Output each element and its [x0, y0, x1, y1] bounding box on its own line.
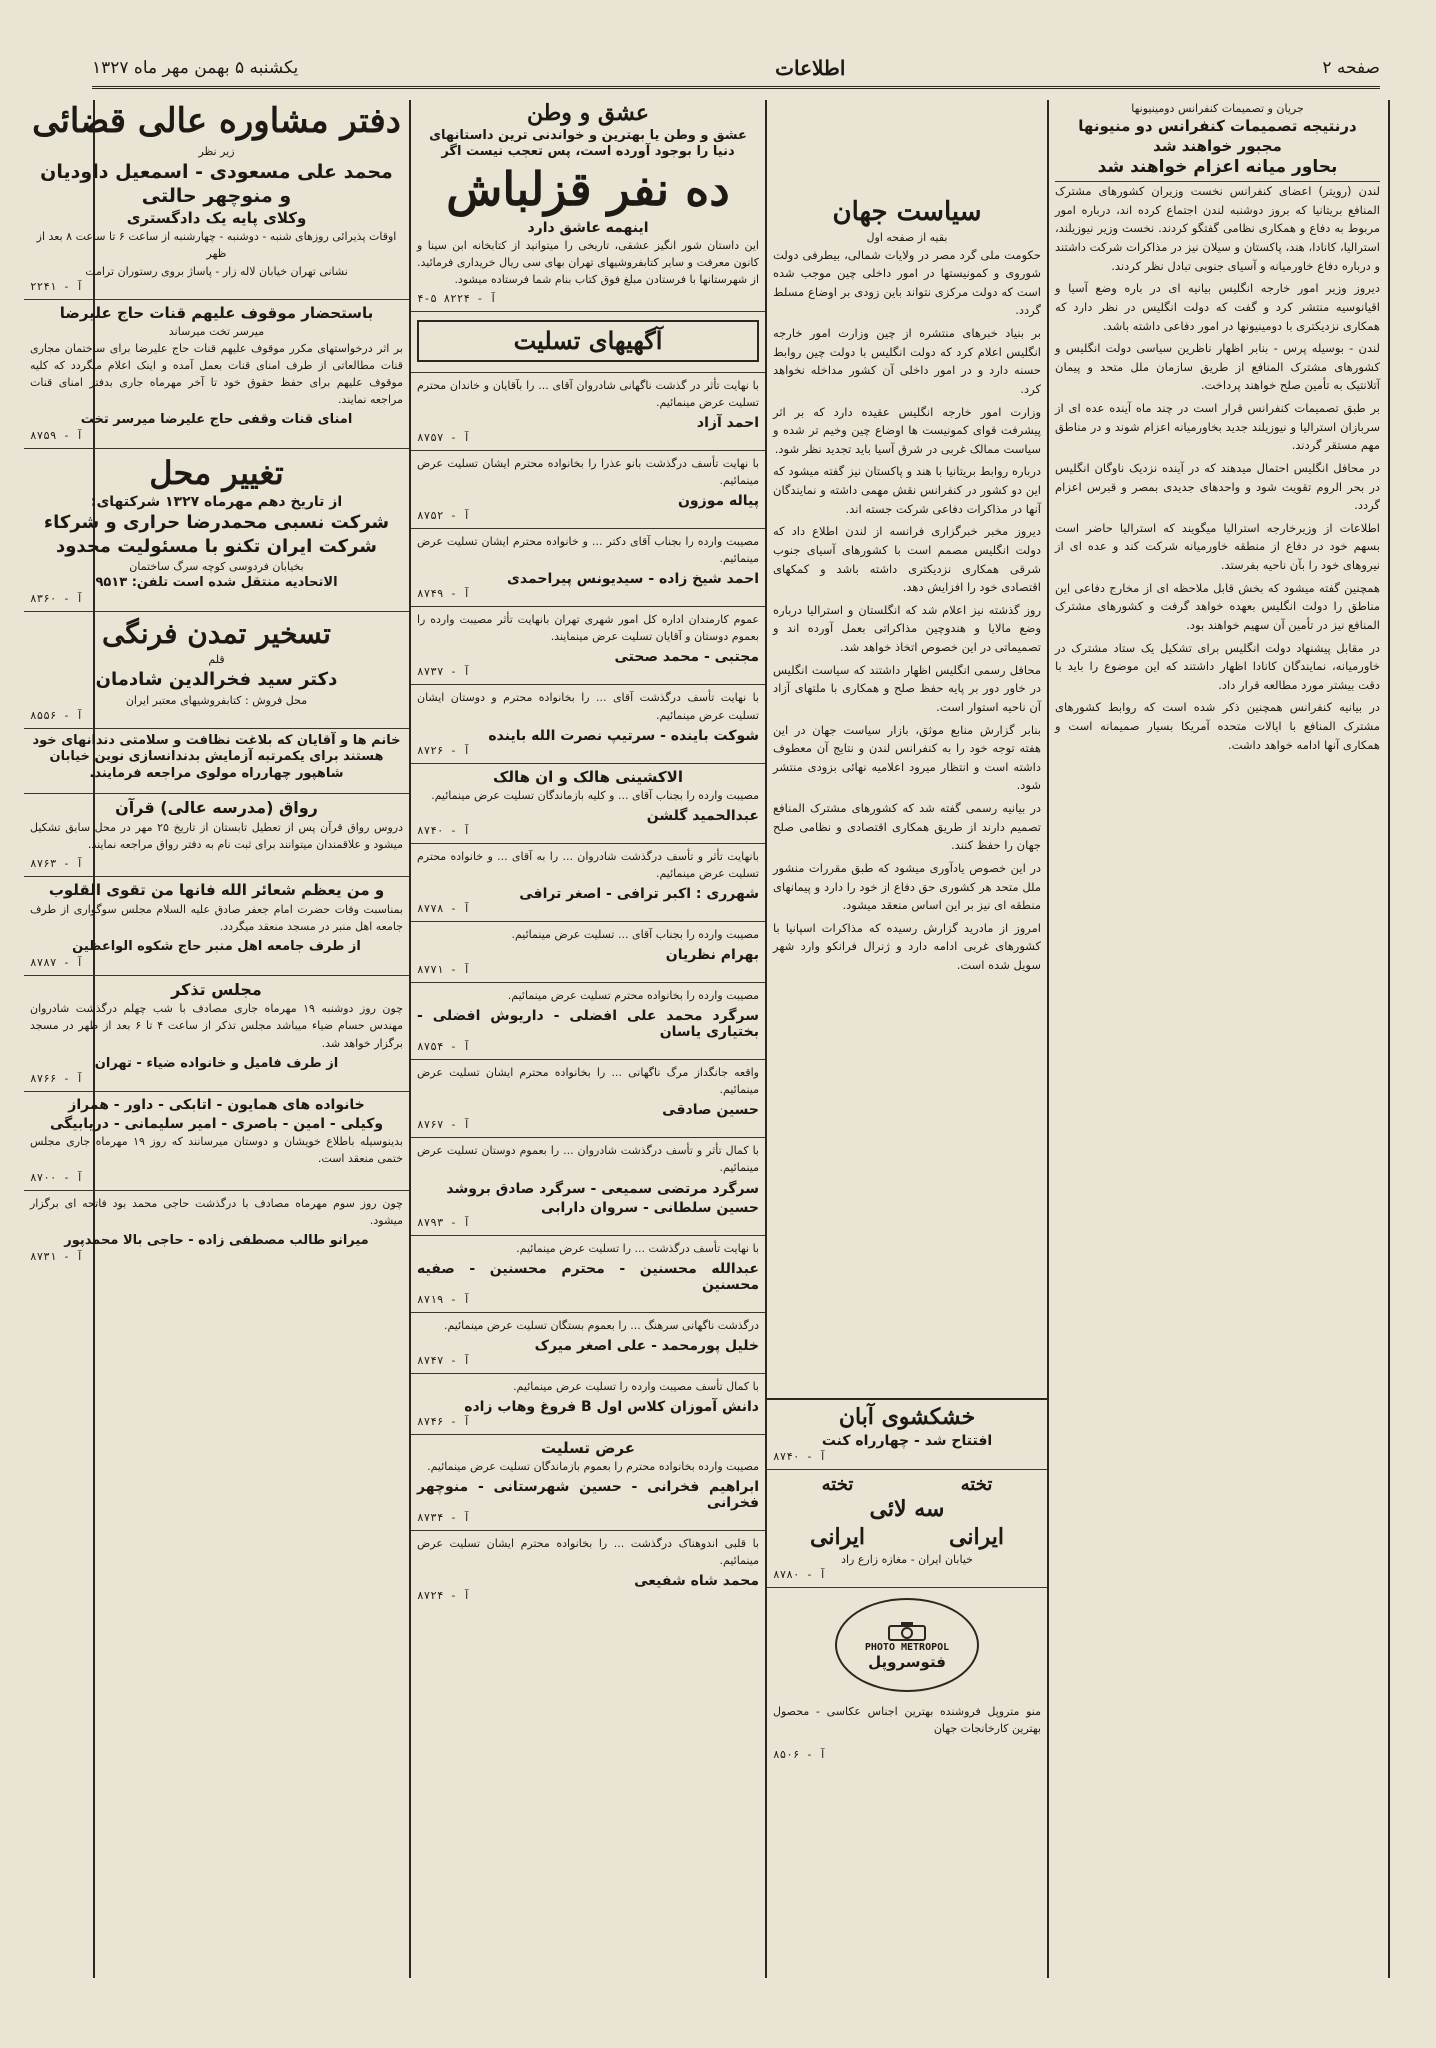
book-author: دکتر سید فخرالدین شادمان — [95, 669, 338, 691]
notice-title: و من یعظم شعائر الله فانها من تقوی القلوب — [48, 881, 385, 900]
article-paragraph: لندن - بوسیله پرس - بنابر اظهار ناظرین سیاسی دولت انگلیس و کشورهای مشترک المنافع از طریق سازمان ملل متحد و پیمان آتلانتیک به تأمین صلح خواهند پرداخت. — [1055, 341, 1380, 393]
notice-title: خانواده های همایون - اتابکی - داور - همراز — [68, 1097, 365, 1114]
memorial-notice — [24, 976, 409, 1093]
legal-office-ad — [24, 96, 409, 300]
mourning-notice — [24, 877, 409, 975]
book-by: قلم — [208, 653, 225, 667]
condolence-notice — [411, 764, 765, 845]
paper-name: اطلاعات — [775, 56, 846, 80]
condolence-notice — [411, 373, 765, 451]
notice-body: واقعه جانگداز مرگ ناگهانی ... را بخانواده محترم ایشان تسلیت عرض مینمائیم. — [417, 1066, 759, 1097]
notice-signature: حسین سلطانی - سروان دارابی — [541, 1199, 759, 1216]
ad-title: خشکشوی آبان — [838, 1404, 976, 1430]
condolence-notice — [411, 1060, 765, 1138]
condolence-notice — [411, 685, 765, 763]
condolence-notice — [411, 983, 765, 1060]
book-ad-western-civ — [24, 612, 409, 728]
notice-signature: ابراهیم فخرانی - حسین شهرستانی - منوچهر فخرانی — [417, 1479, 759, 1512]
notice-body: با کمال تأسف مصیبت وارده را تسلیت عرض مینمائیم. — [513, 1379, 759, 1393]
article-paragraph: روز گذشته نیز اعلام شد که انگلستان و استرالیا درباره وضع مالایا و هندوچین مذاکراتی بعمل آورده اند و تصمیماتی در این خصوص اتخاذ خواهد شد. — [773, 602, 1041, 655]
ad-code: آ - ۸۷۶۳ — [30, 857, 83, 871]
article-paragraph: دیروز مخبر خبرگزاری فرانسه از لندن اطلاع داد که دولت انگلیس مصمم است با کشورهای آسیای جنوب شرقی همکاری نزدیکتری داشته باشد و کمکهای اقتصادی خود را افزایش دهد. — [773, 524, 1041, 595]
ad-subtitle: زیر نظر — [198, 144, 235, 158]
notice-signature: امنای قنات وقفی حاج علیرضا میرسر تخت — [80, 412, 353, 428]
notice-signature: از طرف جامعه اهل منبر حاج شکوه الواعظین — [72, 938, 361, 954]
ad-code: آ - ۸۷۰۰ — [30, 1170, 83, 1184]
ad-code: آ - ۸۷۲۴ — [417, 1589, 470, 1603]
ad-title: سه لائی — [869, 1496, 945, 1523]
column-4 — [24, 96, 409, 1988]
ad-body: منو متروپل فروشنده بهترین اجناس عکاسی - محصول بهترین کارخانجات جهان — [773, 1705, 1041, 1736]
condolence-notice — [411, 1236, 765, 1313]
article-paragraph: در این خصوص یادآوری میشود که طبق مقررات منشور ملل متحد هر کشوری حق دفاع از خود را دارد و پیمانهای منطقه ای نیز بر این اساس منعقد میشود. — [773, 860, 1041, 913]
dry-cleaning-ad — [767, 1398, 1047, 1470]
plywood-ad — [767, 1470, 1047, 1589]
article-paragraph: در محافل انگلیس احتمال میدهند که در آینده نزدیک ناوگان انگلیس در بحر الروم تقویت شود و واحدهای جدیدی بمصر و قبرس اعزام گردد. — [1055, 460, 1380, 513]
ads-block — [767, 1398, 1047, 1978]
article-paragraph: اطلاعات از وزیرخارجه استرالیا میگویند که استرالیا حاضر است بسهم خود در دفاع از منطقه خاورمیانه شرکت کند و عده ای از نیروهای خود را بآن ناحیه بفرستد. — [1055, 520, 1380, 573]
section-title: آگهیهای تسلیت — [417, 320, 759, 362]
ad-address: نشانی تهران خیابان لاله زار - پاساژ بروی رستوران ترامت — [85, 264, 348, 278]
notice-body: با قلبی اندوهناک درگذشت ... را بخانواده محترم ایشان تسلیت عرض مینمائیم. — [417, 1537, 759, 1568]
notice-body: بانهایت تأثر و تأسف درگذشت شادروان ... را به آقای ... و خانواده محترم تسلیت عرض مینمائیم. — [417, 850, 759, 881]
ad-code: آ - ۸۷۱۹ — [417, 1292, 470, 1306]
article-paragraph: لندن (رویتر) اعضای کنفرانس نخست وزیران کشورهای مشترک المنافع بریتانیا که بروز دوشنبه لندن اجتماع کرده اند، درباره امور مربوط به دفاع و همکاری نظامی گفتگو کردند. نخست وزیر نیوزیلند، استرالیا، کانادا، هند، پاکستان و سیلان نیز در مذاکرات شرکت داشتند و درباره دفاع خاورمیانه و آسیای جنوبی تبادل نظر کردند. — [1055, 184, 1380, 273]
ad-address: خیابان ایران - مغازه زارع راد — [841, 1553, 973, 1567]
ad-code: آ - ۸۷۵۹ — [30, 429, 83, 443]
condolence-notice — [411, 1435, 765, 1532]
column-1 — [1049, 96, 1386, 1988]
ad-code: آ - ۸۷۴۹ — [417, 587, 470, 601]
ad-title: دفتر مشاوره عالی قضائی — [32, 101, 401, 141]
ad-code: آ - ۸۷۸۷ — [30, 955, 83, 969]
relocation-notice — [24, 449, 409, 612]
notice-title: وکیلی - امین - باصری - امیر سلیمانی - دریابیگی — [49, 1115, 384, 1132]
continued-note: بقیه از صفحه اول — [866, 230, 948, 244]
ad-label: ایرانی — [810, 1523, 865, 1550]
dental-ad — [24, 729, 409, 795]
notice-body: مصیبت وارده را بجناب آقای ... و کلیه بازماندگان تسلیت عرض مینمائیم. — [431, 789, 759, 803]
ad-body: این داستان شور انگیز عشقی، تاریخی را میتوانید از کتابخانه ابن سینا و کانون معرفت و سایر کتابفروشیهای تهران بهای سی ریال خریداری فرمائید. از شهرستانها با فرستادن مبلغ فوق کتاب بنام شما فرستاده میشود. — [417, 238, 759, 287]
ad-code: آ - ۸۷۴۰ — [773, 1449, 826, 1463]
ad-names: و منوچهر حالتی — [141, 185, 292, 208]
notice-body: از تاریخ دهم مهرماه ۱۳۲۷ شرکتهای: — [90, 494, 343, 511]
condolence-notice — [411, 607, 765, 685]
article-subheadline: بحاور میانه اعزام خواهند شد — [1055, 156, 1380, 182]
notice-signature: محمد شاه شفیعی — [634, 1573, 759, 1590]
notice-signature: خلیل پورمحمد - علی اصغر میرک — [534, 1337, 759, 1354]
notice-address: بخیابان فردوسی کوچه سرگ ساختمان — [129, 560, 304, 574]
condolence-notice — [411, 451, 765, 529]
notice-signature: شهرری : اکبر ترافی - اصغر ترافی — [519, 886, 759, 903]
ad-code: آ - ۸۷۷۸ — [417, 902, 470, 916]
ad-names: محمد علی مسعودی - اسمعیل داودیان — [40, 160, 393, 183]
masthead — [92, 50, 1380, 89]
ad-code: آ - ۸۷۵۲ — [417, 509, 470, 523]
condolences-section — [411, 312, 765, 373]
condolence-notice — [411, 529, 765, 607]
condolence-notice — [411, 922, 765, 983]
ad-code: آ - ۸۵۰۶ — [773, 1748, 826, 1762]
article-paragraph: بر بنیاد خبرهای منتشره از چین وزارت امور خارجه انگلیس اعلام کرد که دولت انگلیس با دولت چین روابط حسنه دارد و در امور داخلی آن کشور مداخله نخواهد کرد. — [773, 326, 1041, 396]
ad-code: آ - ۸۷۹۳ — [417, 1215, 470, 1229]
notice-signature: مجتبی - محمد صحتی — [614, 649, 759, 666]
article-paragraph: در بیانیه کنفرانس همچنین ذکر شده است که روابط کشورهای مشترک المنافع با ایالات متحده آمریکا بسیار صمیمانه است و همکاری آنها ادامه خواهد داشت. — [1055, 700, 1380, 752]
ad-code: آ - ۸۷۸۰ — [773, 1568, 826, 1582]
article-paragraph: در مقابل پیشنهاد دولت انگلیس برای تشکیل یک ستاد مشترک در خاورمیانه، نمایندگان کانادا اظهار داشتند که این موضوع را باید با دقت بیشتر مورد مطالعه قرار داد. — [1055, 640, 1380, 692]
notice-phone: الاتحادیه منتقل شده است تلفن: ۹۵۱۳ — [95, 575, 338, 591]
book-tagline: اینهمه عاشق دارد — [527, 219, 649, 236]
families-notice — [24, 1092, 409, 1190]
article-paragraph: وزارت امور خارجه انگلیس عقیده دارد که بر اثر پیشرفت قوای کمونیست ها اوضاع چین وخیم تر شده و سیاست ممالک غربی در شرق آسیا باید تجدید نظر شود. — [773, 404, 1041, 456]
logo-name: فتوسروپل — [868, 1652, 946, 1671]
company-name: شرکت ایران تکنو با مسئولیت محدود — [56, 535, 377, 557]
notice-body: مصیبت وارده را بجناب آقای دکتر ... و خانواده محترم ایشان تسلیت عرض مینمائیم. — [417, 535, 759, 566]
notice-body: عموم کارمندان اداره کل امور شهری تهران بانهایت تأثر مصیبت وارده را بعموم دوستان و آقایان تسلیت عرض مینمایند. — [417, 613, 759, 644]
ad-body: خانم ها و آقایان که بلاغت نظافت و سلامتی دندانهای خود هستند برای یکمرتبه آزمایش بدندانسازی نوین خیابان شاهپور چهارراه مولوی مراجعه فرمایند. — [32, 732, 401, 782]
notice-title: الاکشینی هالک و ان هالک — [493, 767, 683, 786]
notice-subtitle: میرسر تخت میرساند — [168, 325, 265, 339]
condolence-notice — [411, 1138, 765, 1235]
final-notice — [24, 1191, 409, 1269]
date-line: یکشنبه ۵ بهمن مهر ماه ۱۳۲۷ — [92, 58, 299, 78]
ad-code: آ - ۸۷۳۱ — [30, 1249, 83, 1263]
notice-title: تغییر محل — [149, 454, 284, 493]
ad-code: آ - ۸۷۴۰ — [417, 824, 470, 838]
photo-metropol-ad — [767, 1588, 1047, 1767]
notice-signature: سرگرد محمد علی افضلی - داریوش افضلی - بختیاری یاسان — [417, 1008, 759, 1041]
notice-signature: دانش آموزان کلاس اول B فروغ وهاب زاده — [464, 1398, 759, 1415]
condolence-notice — [411, 1374, 765, 1435]
quran-school-ad — [24, 794, 409, 877]
qanat-notice — [24, 300, 409, 450]
page-number: صفحه ۲ — [1322, 58, 1380, 78]
notice-body: با نهایت تأسف درگذشت بانو عذرا را بخانواده محترم ایشان تسلیت عرض مینمائیم. — [417, 457, 759, 488]
column-rule — [1388, 100, 1390, 1978]
column-3 — [411, 96, 765, 1988]
ad-code: آ - ۸۷۵۷ — [417, 431, 470, 445]
conference-article — [1049, 96, 1386, 764]
article-paragraph: درباره روابط بریتانیا با هند و پاکستان نیز گفته میشود که این دو کشور در کنفرانس نقش مهمی داشته و نمایندگان آنها در مذاکرات دفاعی شرکت جسته اند. — [773, 464, 1041, 516]
ad-code: آ - ۸۷۳۷ — [417, 665, 470, 679]
article-paragraph: دیروز وزیر امور خارجه انگلیس بیانیه ای در باره وضع آسیا و اقیانوسیه منتشر کرد و گفت که دولت انگلیس در نظر دارد که همکاری نزدیکتری با دومینیونها در امور دفاعی داشته باشد. — [1055, 281, 1380, 333]
ad-code: آ - ۸۷۶۶ — [30, 1072, 83, 1086]
notice-body: درگذشت ناگهانی سرهنگ ... را بعموم بستگان تسلیت عرض مینمائیم. — [443, 1318, 759, 1332]
ad-code: آ - ۸۷۴۷ — [417, 1353, 470, 1367]
ad-body: دروس رواق قرآن پس از تعطیل تابستان از تاریخ ۲۵ مهر در محل سابق تشکیل میشود و علاقمندان میتوانند برای ثبت نام به دفتر رواق مراجعه نمایند. — [30, 821, 403, 852]
article-headline: سیاست جهان — [832, 197, 982, 227]
notice-body: بر اثر درخواستهای مکرر موقوف علیهم قنات حاج علیرضا برای ساختمان مجاری قنات مطالعاتی از طرف امنای قنات بعمل آمده و اینک اعلام میگردد که کلیه موقوف علیهم برای حفظ حقوق خود تا آخر مهرماه جاری بدفتر امنای قنات مراجعه نمایند. — [30, 342, 403, 407]
notice-title: باستحضار موقوف علیهم قنات حاج علیرضا — [59, 303, 374, 322]
ad-address: افتتاح شد - چهارراه کنت — [821, 1432, 993, 1449]
ad-code: آ - ۸۵۵۶ — [30, 708, 83, 722]
notice-body: بدینوسیله باطلاع خویشان و دوستان میرسانند که روز ۱۹ مهرماه جاری مجلس ختمی منعقد است. — [30, 1134, 403, 1165]
ad-intro: عشق و وطن یا بهترین و خواندنی ترین داستانهای دنیا را بوجود آورده است، پس تعجب نیست اگر — [429, 127, 747, 160]
article-headline: درنتیجه تصمیمات کنفرانس دو منیونها مجبور خواهند شد — [1078, 117, 1357, 155]
ad-label: ایرانی — [949, 1523, 1004, 1550]
world-politics-article — [767, 192, 1047, 985]
ad-code: آ - ۸۷۶۷ — [417, 1118, 470, 1132]
article-paragraph: بنابر گزارش منابع موثق، بازار سیاست جهان در این هفته توجه خود را به کنفرانس لندن و نتایج آن معطوف داشته است و انتظار میرود اعلامیه نهائی بزودی منتشر شود. — [773, 722, 1041, 793]
book-title: تسخیر تمدن فرنگی — [102, 617, 331, 651]
notice-body: با نهایت تأسف درگذشت آقای ... را بخانواده محترم و دوستان ایشان تسلیت عرض مینمائیم. — [417, 691, 759, 722]
ad-code: آ - ۸۷۵۴ — [417, 1040, 470, 1054]
condolence-notice — [411, 844, 765, 922]
article-paragraph: امروز از مادرید گزارش رسیده که مذاکرات اسپانیا با کشورهای غربی ادامه دارد و ژنرال فرانکو وارد شهر سویل شده است. — [773, 920, 1041, 973]
ad-title: عشق و وطن — [527, 100, 649, 126]
notice-body: بمناسبت وفات حضرت امام جعفر صادق علیه السلام مجلس سوگواری از طرف جامعه اهل منبر در مسجد منعقد میگردد. — [30, 902, 403, 933]
ad-code: آ - ۲۲۴۱ — [30, 279, 83, 293]
notice-signature: عبدالله محسنین - محترم محسنین - صفیه محسنین — [417, 1260, 759, 1293]
notice-signature: میرانو طالب مصطفی زاده - حاجی بالا محمدپور — [64, 1233, 369, 1249]
notice-signature: حسین صادقی — [662, 1102, 759, 1119]
condolence-notice — [411, 1531, 765, 1608]
ad-code: آ - ۸۷۲۶ — [417, 743, 470, 757]
notice-signature: احمد آزاد — [696, 415, 759, 432]
article-kicker: جریان و تصمیمات کنفرانس دومینیونها — [1131, 102, 1304, 115]
ad-address: محل فروش : کتابفروشیهای معتبر ایران — [125, 693, 308, 707]
ad-label: تخته — [821, 1473, 854, 1495]
ad-title: رواق (مدرسه عالی) قرآن — [115, 798, 318, 818]
notice-signature: از طرف فامیل و خانواده ضیاء - تهران — [94, 1055, 339, 1071]
ad-label: تخته — [960, 1473, 993, 1495]
article-paragraph: محافل رسمی انگلیس اظهار داشتند که سیاست انگلیس در خاور دور بر پایه حفظ صلح و همکاری با ملتهای آزاد آن ناحیه استوار است. — [773, 662, 1041, 714]
ad-code: آ - ۸۲۲۴ ۵-۴ — [417, 292, 497, 306]
notice-body: مصیبت وارده را بجناب آقای ... تسلیت عرض مینمائیم. — [511, 928, 759, 942]
ad-code: آ - ۸۷۷۱ — [417, 963, 470, 977]
notice-title: مجلس تذکر — [171, 979, 262, 999]
notice-body: چون روز سوم مهرماه مصادف با درگذشت حاجی محمد بود فاتحه ای برگزار میشود. — [30, 1196, 403, 1227]
article-paragraph: همچنین گفته میشود که بخش قابل ملاحظه ای از مخارج دفاعی این مناطق را دولت انگلیس بعهده خواهد گرفت و کشورهای مشترک المنافع نیز در تأمین آن سهیم خواهند بود. — [1055, 580, 1380, 632]
notice-body: مصیبت وارده را بخانواده محترم تسلیت عرض مینمائیم. — [507, 989, 759, 1003]
ad-code: آ - ۸۷۴۶ — [417, 1414, 470, 1428]
notice-title: عرض تسلیت — [541, 1438, 635, 1457]
ad-code: آ - ۸۷۳۴ — [417, 1511, 470, 1525]
notice-signature: شوکت باینده - سرتیپ نصرت الله باینده — [488, 727, 759, 744]
ad-hours: اوقات پذیرائی روزهای شنبه - دوشنبه - چهارشنبه از ساعت ۶ تا ساعت ۸ بعد از ظهر — [36, 230, 397, 261]
notice-body: با نهایت تأسف درگذشت ... را تسلیت عرض مینمائیم. — [516, 1241, 759, 1255]
ad-role: وکلای پایه یک دادگستری — [126, 208, 307, 227]
article-paragraph: در بیانیه رسمی گفته شد که کشورهای مشترک المنافع تصمیم دارند از طریق همکاری اقتصادی و نظامی صلح جهان را حفظ کنند. — [773, 801, 1041, 853]
notice-signature: احمد شیخ زاده - سیدیونس پیراحمدی — [507, 571, 759, 588]
notice-body: چون روز دوشنبه ۱۹ مهرماه جاری مصادف با شب چهلم درگذشت شادروان مهندس حسام ضیاء میباشد مجلس تذکر از ساعت ۴ تا ۶ بعد از ظهر در مسجد برگزار خواهد شد. — [30, 1002, 404, 1050]
notice-body: با کمال تأثر و تأسف درگذشت شادروان ... را بعموم دوستان تسلیت عرض مینمائیم. — [417, 1144, 759, 1175]
book-ad-love-homeland — [411, 96, 765, 312]
notice-signature: پیاله موزون — [677, 493, 759, 510]
company-name: شرکت نسبی محمدرضا حراری و شرکاء — [43, 512, 390, 534]
condolence-notice — [411, 1313, 765, 1374]
article-paragraph: حکومت ملی گرد مصر در ولایات شمالی، بیطرفی دولت شوروی و کمونیستها در امور داخلی چین موجب شده است که دولت مرکزی نتواند باین زودی بر اوضاع مسلط گردد. — [773, 247, 1041, 318]
notice-body: مصیبت وارده بخانواده محترم را بعموم بازماندگان تسلیت عرض مینمائیم. — [427, 1460, 759, 1474]
notice-signature: عبدالحمید گلشن — [646, 808, 759, 825]
notice-signature: بهرام نظریان — [665, 947, 759, 964]
camera-icon — [887, 1620, 927, 1642]
notice-body: با نهایت تأثر در گذشت ناگهانی شادروان آقای ... را بآقایان و خاندان محترم تسلیت عرض مینمائیم. — [417, 379, 759, 410]
ad-code: آ - ۸۳۶۰ — [30, 592, 83, 606]
article-paragraph: بر طبق تصمیمات کنفرانس قرار است در چند ماه آینده عده ای از سربازان استرالیا و نیوزیلند جدید بخاورمیانه اعزام شوند و در مناطق مهم مستقر گردند. — [1055, 401, 1380, 453]
notice-signature: سرگرد مرتضی سمیعی - سرگرد صادق بروشد — [446, 1180, 759, 1197]
metropol-logo — [835, 1598, 979, 1692]
logo-text: PHOTO METROPOL — [864, 1641, 950, 1653]
book-title: ده نفر قزلباش — [446, 162, 730, 217]
